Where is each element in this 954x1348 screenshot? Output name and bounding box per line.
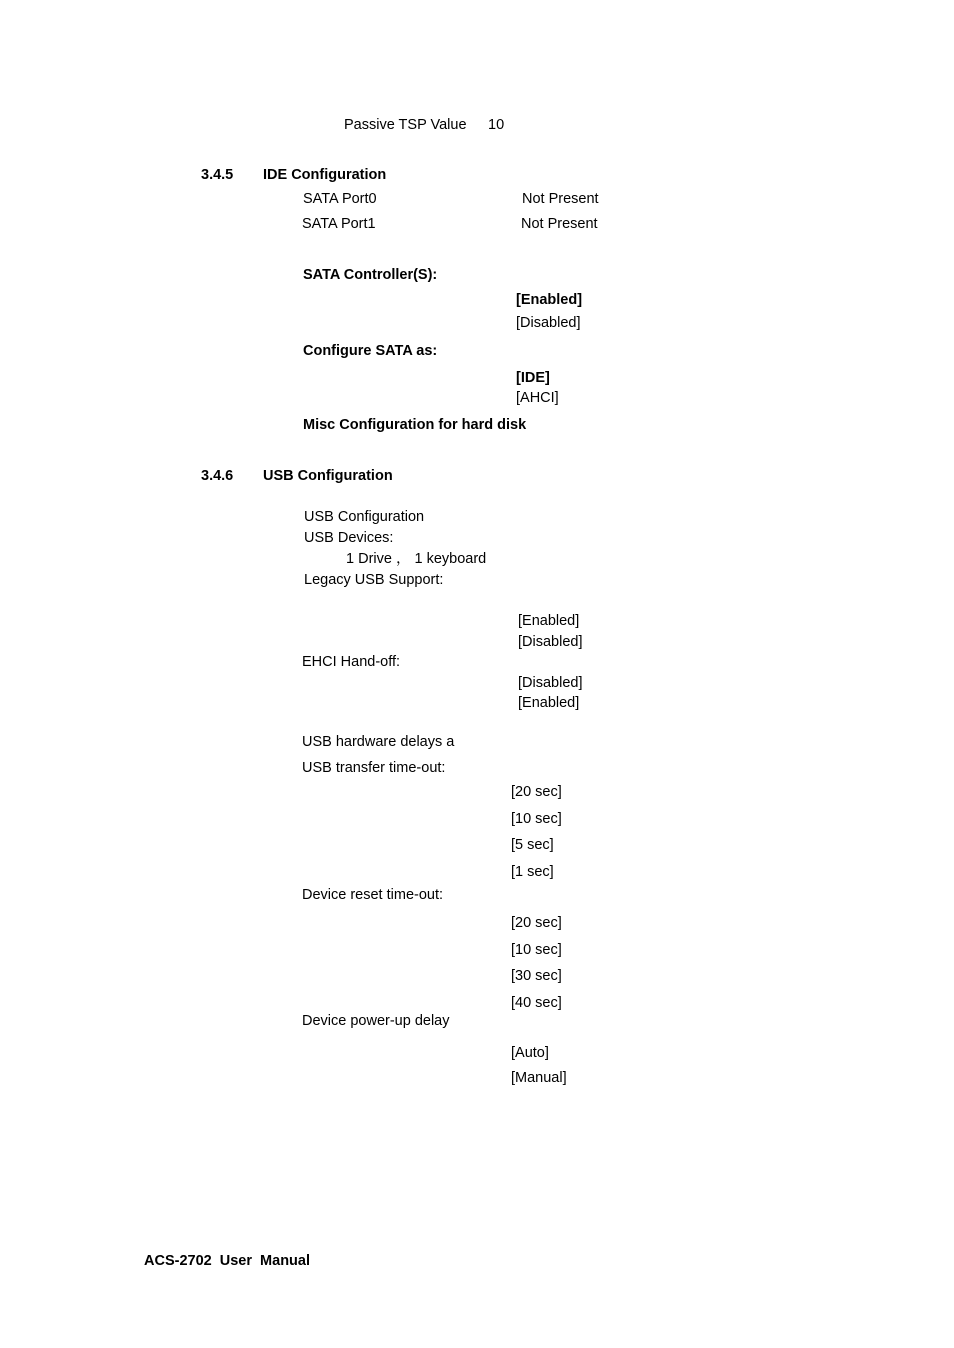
usb-section-number: 3.4.6 bbox=[201, 468, 234, 484]
usb-devices-label: USB Devices: bbox=[304, 530, 394, 546]
sata-port0-value: Not Present bbox=[522, 191, 599, 207]
usb-devices-value: 1 Drive ， 1 keyboard bbox=[346, 551, 487, 567]
configure-sata-label: Configure SATA as: bbox=[303, 343, 438, 359]
sata-controller-option-enabled: [Enabled] bbox=[516, 292, 583, 308]
reset-option: [30 sec] bbox=[511, 968, 562, 984]
sata-controller-label: SATA Controller(S): bbox=[303, 267, 438, 283]
ehci-option-disabled: [Disabled] bbox=[518, 675, 583, 691]
ide-section-number: 3.4.5 bbox=[201, 167, 234, 183]
ehci-option-enabled: [Enabled] bbox=[518, 695, 580, 711]
ehci-handoff-label: EHCI Hand-off: bbox=[302, 654, 401, 670]
sata-port1-value: Not Present bbox=[521, 216, 598, 232]
usb-hw-delays-label: USB hardware delays a bbox=[302, 734, 455, 750]
reset-option: [20 sec] bbox=[511, 915, 562, 931]
legacy-usb-label: Legacy USB Support: bbox=[304, 572, 444, 588]
legacy-usb-option-disabled: [Disabled] bbox=[518, 634, 583, 650]
powerup-option: [Auto] bbox=[511, 1045, 549, 1061]
ide-section-title: IDE Configuration bbox=[263, 167, 387, 183]
sata-controller-option-disabled: [Disabled] bbox=[516, 315, 581, 331]
device-powerup-delay-label: Device power-up delay bbox=[302, 1013, 450, 1029]
transfer-option: [10 sec] bbox=[511, 811, 562, 827]
passive-tsp-label: Passive TSP Value bbox=[344, 117, 467, 133]
configure-sata-option-ide: [IDE] bbox=[516, 370, 550, 386]
transfer-option: [20 sec] bbox=[511, 784, 562, 800]
transfer-option: [5 sec] bbox=[511, 837, 554, 853]
device-reset-timeout-label: Device reset time-out: bbox=[302, 887, 444, 903]
legacy-usb-option-enabled: [Enabled] bbox=[518, 613, 580, 629]
powerup-option: [Manual] bbox=[511, 1070, 567, 1086]
usb-config-line: USB Configuration bbox=[304, 509, 425, 525]
reset-option: [10 sec] bbox=[511, 942, 562, 958]
misc-config-label: Misc Configuration for hard disk bbox=[303, 417, 527, 433]
sata-port1-label: SATA Port1 bbox=[302, 216, 376, 232]
passive-tsp-value: 10 bbox=[488, 117, 505, 133]
usb-transfer-timeout-label: USB transfer time-out: bbox=[302, 760, 446, 776]
footer-manual-title: ACS-2702 User Manual bbox=[144, 1253, 311, 1269]
configure-sata-option-ahci: [AHCI] bbox=[516, 390, 559, 406]
usb-section-title: USB Configuration bbox=[263, 468, 393, 484]
sata-port0-label: SATA Port0 bbox=[303, 191, 377, 207]
reset-option: [40 sec] bbox=[511, 995, 562, 1011]
transfer-option: [1 sec] bbox=[511, 864, 554, 880]
